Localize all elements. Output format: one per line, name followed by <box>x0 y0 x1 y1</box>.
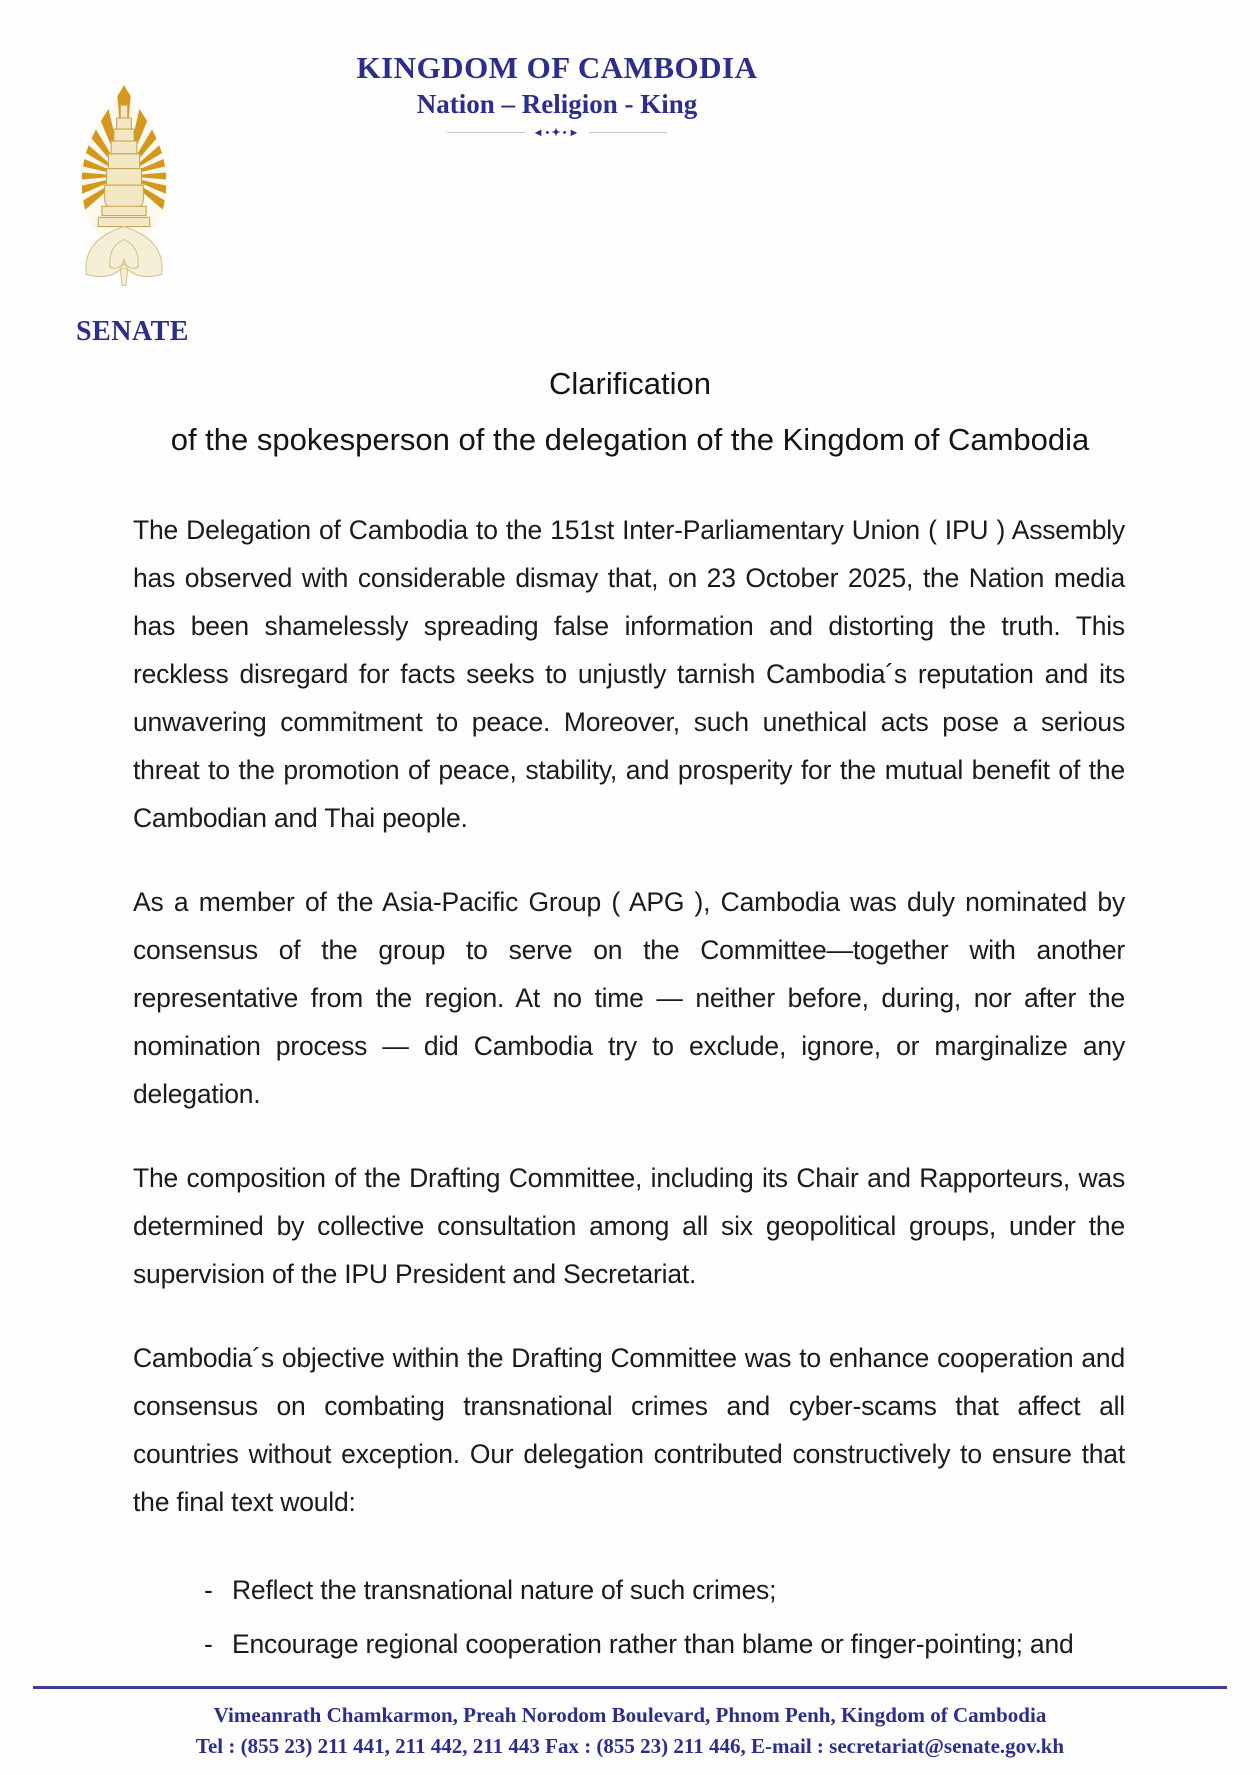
crest-base <box>86 227 162 286</box>
footer-rule <box>33 1686 1227 1689</box>
divider-ornament-icon: ◄•✦•► <box>0 126 1114 139</box>
letterhead <box>0 50 1114 139</box>
list-item <box>204 1620 1125 1668</box>
bullet-text: Encourage regional cooperation rather than blame or finger-pointing; and <box>232 1629 1074 1659</box>
paragraph-4: Cambodia´s objective within the Drafting Committee was to enhance cooperation and consensus on combating transnational crimes and cyber-scams that affect all countries without exception. Our delegation contributed constructively to ensure that the final text would: <box>133 1343 1125 1517</box>
list-item <box>204 1566 1125 1614</box>
bullet-dash: - <box>204 1575 213 1605</box>
paragraph-1: The Delegation of Cambodia to the 151st Inter-Parliamentary Union ( IPU ) Assembly has observed with considerable dismay that, on 23 October 2025, the Nation media has been shamelessly spreading false information and distorting the truth. This reckless disregard for facts seeks to unjustly tarnish Cambodia´s reputation and its unwavering commitment to peace. Moreover, such unethical acts pose a serious threat to the promotion of peace, stability, and prosperity for the mutual benefit of the Cambodian and Thai people. <box>133 515 1125 833</box>
document-subtitle: of the spokesperson of the delegation of the Kingdom of Cambodia <box>170 422 1090 457</box>
paragraph-2: As a member of the Asia-Pacific Group ( APG ), Cambodia was duly nominated by consensus of the group to serve on the Committee—together with another representative from the region. At no time — neither before, during, nor after the nomination process — did Cambodia try to exclude, ignore, or marginalize any delegation. <box>133 887 1125 1109</box>
bullet-list <box>133 1566 1125 1668</box>
footer-address: Vimeanrath Chamkarmon, Preah Norodom Boulevard, Phnom Penh, Kingdom of Cambodia <box>213 1703 1047 1727</box>
institution-name: SENATE <box>76 316 189 347</box>
bullet-dash: - <box>204 1629 213 1659</box>
bullet-text: Reflect the transnational nature of such crimes; <box>232 1575 777 1605</box>
footer <box>0 1700 1260 1762</box>
footer-contact: Tel : (855 23) 211 441, 211 442, 211 443 Fax : (855 23) 211 446, E-mail : secretariat@senate.gov.kh <box>195 1734 1065 1758</box>
kingdom-title: KINGDOM OF CAMBODIA <box>356 50 758 85</box>
national-motto: Nation – Religion - King <box>416 89 698 119</box>
paragraph-3: The composition of the Drafting Committee, including its Chair and Rapporteurs, was determined by collective consultation among all six geopolitical groups, under the supervision of the IPU President and Secretariat. <box>133 1163 1125 1289</box>
document-title: Clarification <box>549 366 711 401</box>
document-body <box>133 506 1125 1674</box>
